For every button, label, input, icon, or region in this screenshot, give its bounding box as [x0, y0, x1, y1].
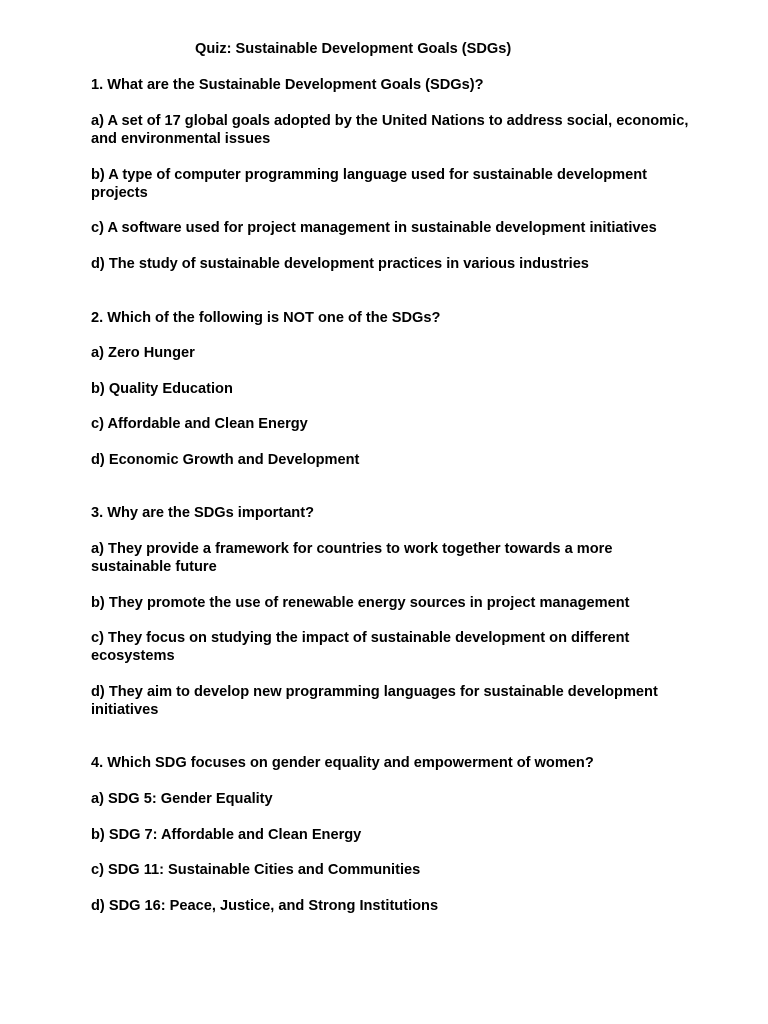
page-title: Quiz: Sustainable Development Goals (SDGs) [195, 41, 512, 57]
question-3-option-c: c) They focus on studying the impact of sustainable development on different ecosystems [91, 630, 630, 664]
question-3-option-d: d) They aim to develop new programming languages for sustainable development initiatives [91, 684, 658, 718]
question-1-option-c: c) A software used for project management in sustainable development initiatives [91, 220, 657, 236]
question-1-option-b: b) A type of computer programming language used for sustainable development projects [91, 167, 647, 201]
question-1-option-a: a) A set of 17 global goals adopted by the United Nations to address social, economic, and environmental issues [91, 113, 689, 147]
question-1: 1. What are the Sustainable Development Goals (SDGs)? [91, 77, 484, 93]
question-2: 2. Which of the following is NOT one of the SDGs? [91, 310, 441, 326]
question-2-option-c: c) Affordable and Clean Energy [91, 416, 308, 432]
question-1-option-d: d) The study of sustainable development practices in various industries [91, 256, 589, 272]
question-4-option-c: c) SDG 11: Sustainable Cities and Communities [91, 862, 421, 878]
question-4-option-d: d) SDG 16: Peace, Justice, and Strong Institutions [91, 898, 439, 914]
question-4: 4. Which SDG focuses on gender equality and empowerment of women? [91, 755, 594, 771]
question-4-option-b: b) SDG 7: Affordable and Clean Energy [91, 827, 362, 843]
question-2-option-d: d) Economic Growth and Development [91, 452, 360, 468]
question-2-option-a: a) Zero Hunger [91, 345, 195, 361]
question-3: 3. Why are the SDGs important? [91, 505, 314, 521]
question-4-option-a: a) SDG 5: Gender Equality [91, 791, 273, 807]
question-3-option-a: a) They provide a framework for countries to work together towards a more sustainable future [91, 541, 613, 575]
question-3-option-b: b) They promote the use of renewable energy sources in project management [91, 595, 630, 611]
question-2-option-b: b) Quality Education [91, 381, 233, 397]
